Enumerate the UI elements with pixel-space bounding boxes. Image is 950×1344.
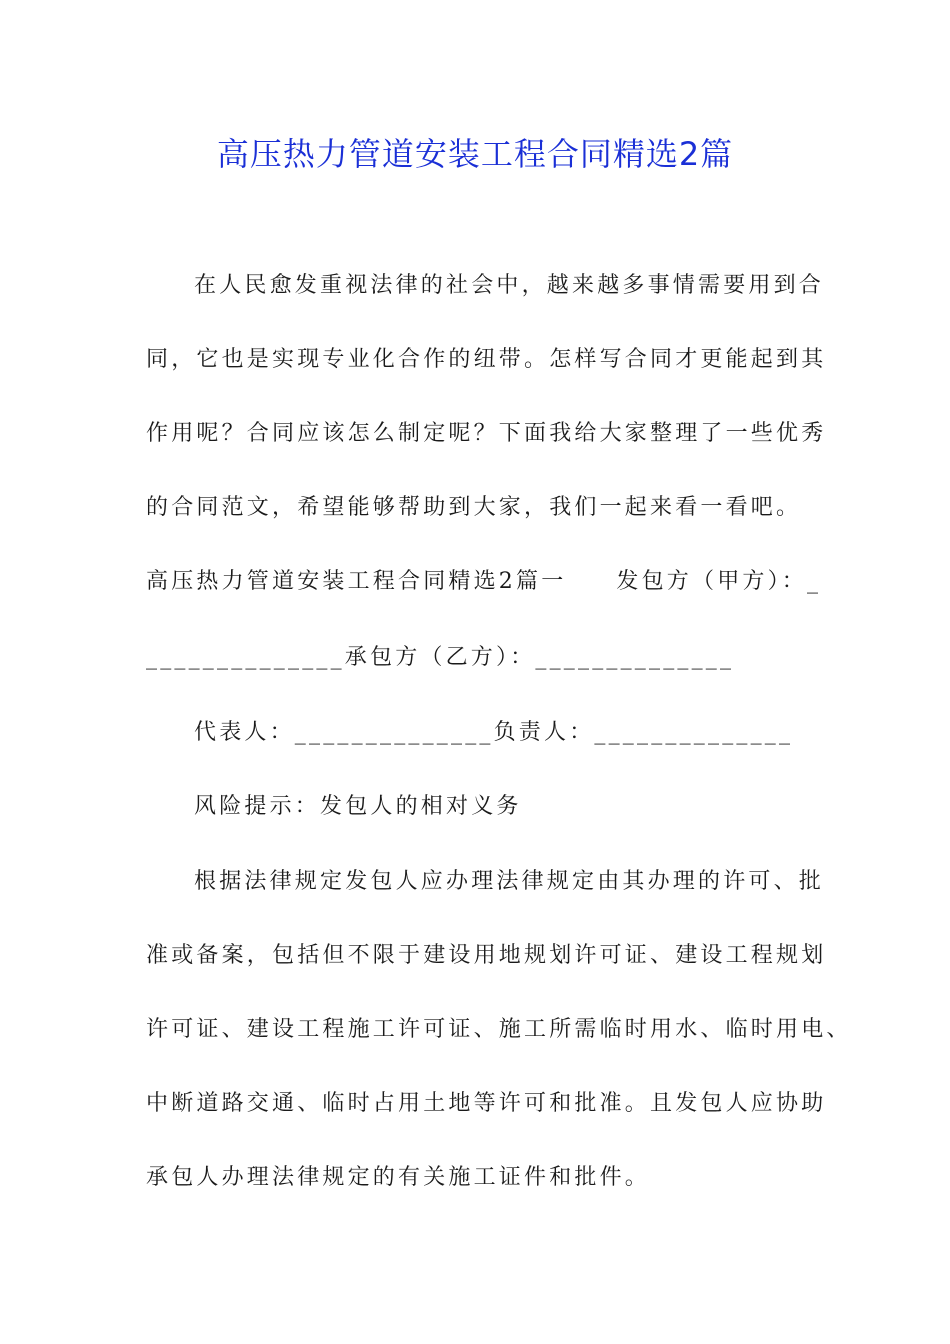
- body-line-5: 承包人办理法律规定的有关施工证件和批件。: [146, 1165, 651, 1190]
- intro-line-3: 作用呢？合同应该怎么制定呢？下面我给大家整理了一些优秀: [146, 421, 827, 446]
- document-title: 高压热力管道安装工程合同精选2篇: [216, 135, 734, 173]
- body-line-3: 许可证、建设工程施工许可证、施工所需临时用水、临时用电、: [146, 1017, 852, 1042]
- intro-line-2: 同，它也是实现专业化合作的纽带。怎样写合同才更能起到其: [146, 347, 827, 372]
- representative-line: 代表人：______________负责人：______________: [194, 720, 794, 745]
- intro-line-4: 的合同范文，希望能够帮助到大家，我们一起来看一看吧。: [146, 495, 802, 520]
- section-heading-line: [146, 562, 821, 602]
- body-line-4: 中断道路交通、临时占用土地等许可和批准。且发包人应协助: [146, 1091, 827, 1116]
- body-line-2: 准或备案，包括但不限于建设用地规划许可证、建设工程规划: [146, 943, 827, 968]
- party-b-line: ______________承包方（乙方）：______________: [146, 645, 735, 670]
- party-a-label: 发包方（甲方）：_: [616, 569, 822, 594]
- body-line-1: 根据法律规定发包人应办理法律规定由其办理的许可、批: [194, 869, 825, 894]
- risk-heading: 风险提示：发包人的相对义务: [194, 794, 522, 819]
- section-heading: 高压热力管道安装工程合同精选2篇一: [146, 569, 567, 594]
- intro-line-1: 在人民愈发重视法律的社会中，越来越多事情需要用到合: [194, 273, 825, 298]
